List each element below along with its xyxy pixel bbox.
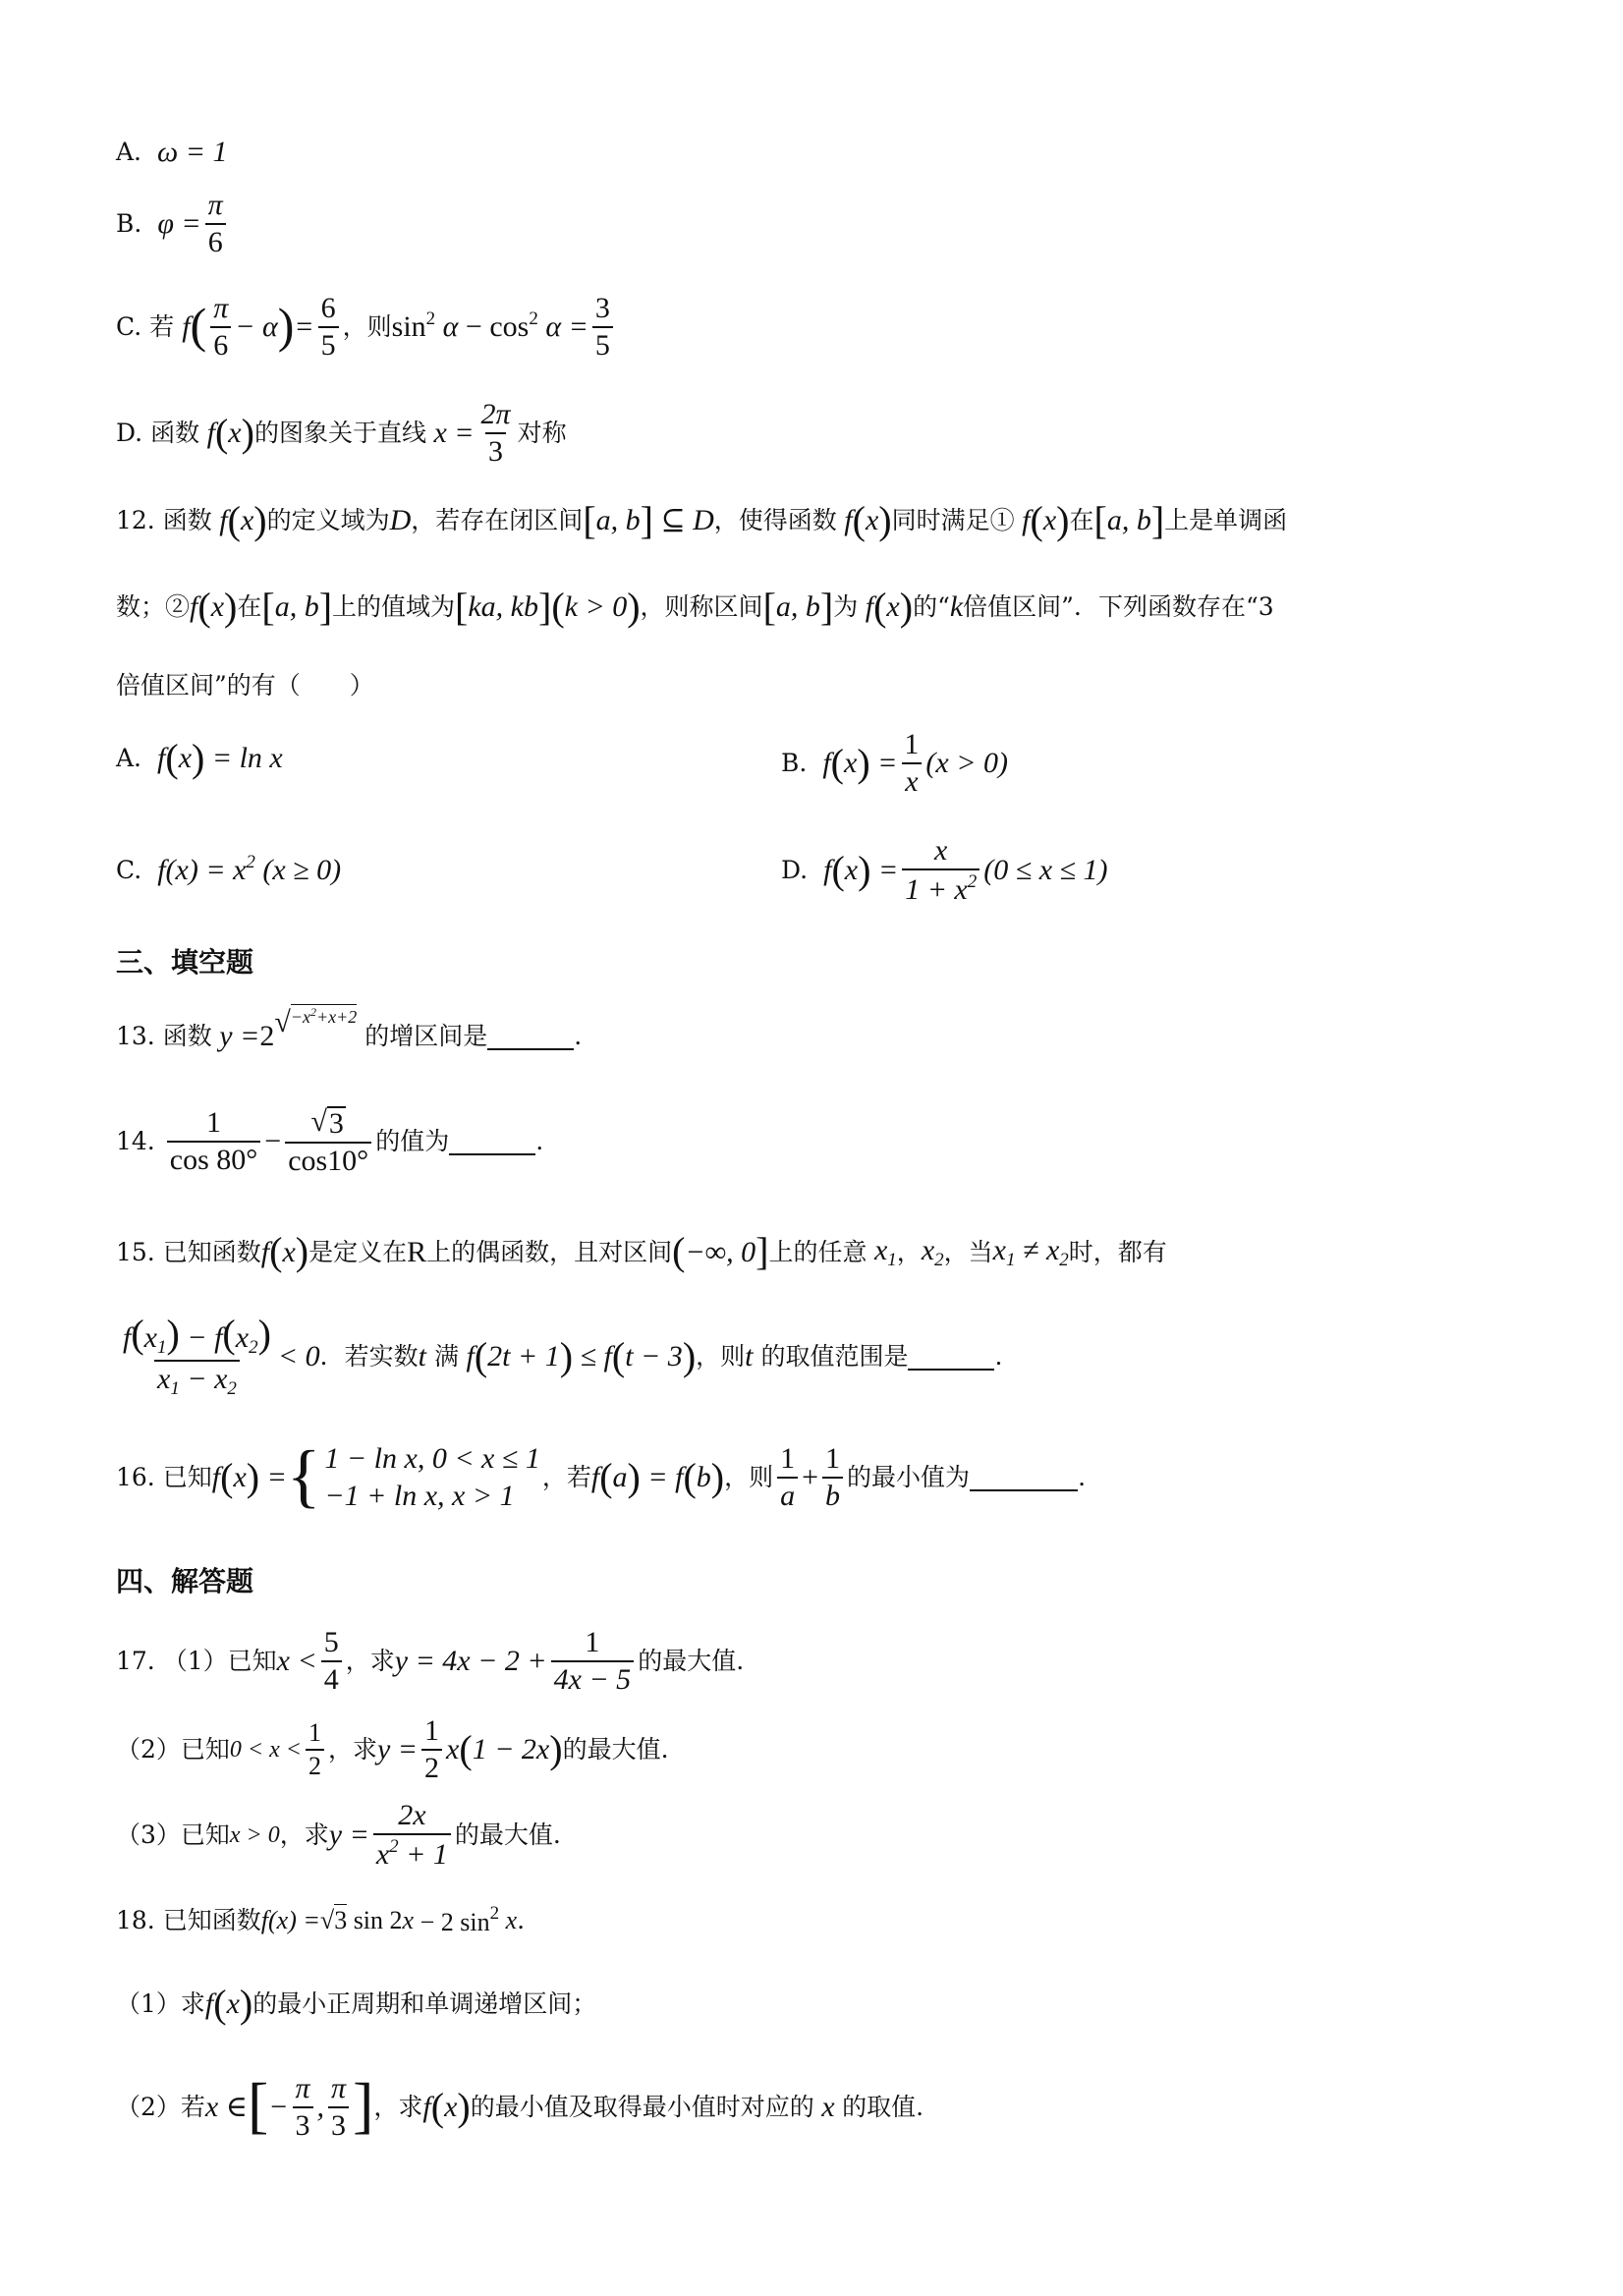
q12-line-2: 数；② f ( x ) 在 [ a, b ] 上的值域为 [ ka, kb ] ( k > 0 ) ，则称区间 [ a, b ] 为 f ( x ) 的“ k 倍值区间”．下列函数存在“3 [116,585,1274,629]
q11-option-a [116,134,1521,171]
q12-option-b: B. f ( x ) = $\frac{1}{x}$ (x > 0) [781,728,1008,798]
option-label: D. [116,418,143,447]
option-b-lhs: φ = [157,206,201,240]
fraction: $\frac{\pi}{6}$ [205,190,226,257]
question-15-line-2: $\frac{f(x_1) - f(x_2)}{x_1 - x_2}$ < 0 ．若实数 t 满 f ( 2t + 1 ) ≤ f ( t − 3 ) ，则 t 的取值范围是 . [116,1315,1521,1399]
option-label: D. [781,855,809,884]
fraction: $\frac{2\pi}{3}$ [480,398,511,468]
answer-blank[interactable] [970,1464,1078,1491]
answer-blank[interactable] [487,1023,574,1050]
question-16: 16. 已知 f ( x ) = { 1 − ln x, 0 < x ≤ 1 −1 + ln x, x > 1 ，若 f ( a ) = f ( b ) ，则 $\frac{1}{a}$ + $\frac{1}{b}$ 的最小值为 . [116,1435,1087,1515]
option-label: B. [116,208,142,238]
q12-option-a: A. f ( x ) = ln x [116,736,283,780]
option-label: A. [116,138,142,167]
question-number: 18. [116,1906,155,1935]
q11-option-c: C. 若 f ( $\frac{\pi}{6}$ − α ) = $\frac{6}{5}$ ，则 $\sin^2$ α − $\cos^2$ α = $\frac{3}{5}$ [116,293,1521,361]
question-number: 13. [116,1022,155,1051]
piecewise-cases: 1 − ln x, 0 < x ≤ 1 −1 + ln x, x > 1 [324,1442,540,1512]
q12-option-c: C. f $(x) = x^2$ (x ≥ 0) [116,852,342,886]
option-label: C. [116,855,142,884]
q11-option-b [116,190,1521,257]
fraction: $\frac{1}{b}$ [822,1443,843,1511]
question-number: 12. [116,506,155,535]
option-label: A. [116,744,142,773]
q12-line-3: 倍值区间”的有（ ） [116,671,374,700]
question-17-part-3: （3）已知 x > 0 ，求 y = $\frac{2x}{x^2 + 1}$ 的最大值. [116,1799,561,1871]
option-label: B. [781,748,808,777]
fraction: $\frac{2x}{x^2 + 1}$ [373,1800,451,1870]
q11-option-d: D. 函数 f ( x ) 的图象关于直线 x = $\frac{2\pi}{3}$ 对称 [116,398,567,468]
q12-option-d: D. f ( x ) = $\frac{x}{1 + x^2}$ (0 ≤ x ≤ 1) [781,834,1108,906]
fraction: $\frac{1}{2}$ [306,1719,324,1779]
q12-line-1: 12. 函数 f ( x ) 的定义域为 D ，若存在闭区间 [ a, b ] ⊆ D ，使得函数 f ( x ) 同时满足① f ( x ) 在 [ a, b ] 上是单调函 [116,498,1288,542]
answer-blank[interactable] [908,1343,994,1371]
question-13: 13. 函数 y = 2 √ $-x^2+x+2$ 的增区间是 . [116,1005,583,1052]
question-number: 17. [116,1646,155,1675]
fraction: $\frac{5}{4}$ [321,1627,342,1695]
fraction: $\frac{6}{5}$ [318,293,339,361]
fraction: $\frac{1}{4x - 5}$ [551,1627,635,1695]
question-number: 15. [116,1237,155,1266]
section-title-answer: 四、解答题 [116,1565,254,1597]
question-18: 18. 已知函数 f(x) = √ 3 sin 2 x − 2 $\sin^2$ x . [116,1903,526,1936]
question-15-line-1: 15. 已知函数 f ( x ) 是定义在 R 上的偶函数，且对区间 ( −∞, 0 ] 上的任意 $x_1$ ， $x_2$ ，当 $x_1 \ne x_2$ 时，都有 [116,1229,1167,1274]
option-a-formula: ω = 1 [157,136,228,168]
fraction: $\frac{\pi}{3}$ [328,2073,349,2141]
fraction: $\frac{f(x_1) - f(x_2)}{x_1 - x_2}$ [123,1312,271,1399]
question-number: 16. [116,1462,155,1491]
fraction: $\frac{x}{1 + x^2}$ [902,835,979,905]
question-18-part-2: （2）若 x ∈ [ − $\frac{\pi}{3}$ , $\frac{\pi}{3}$ ] ，求 f ( x ) 的最小值及取得最小值时对应的 x 的取值. [116,2069,924,2142]
question-17-part-2: （2）已知 0 < x < $\frac{1}{2}$ ，求 y = $\frac{1}{2}$ x ( 1 − 2x ) 的最大值. [116,1714,669,1784]
question-17-part-1: 17. （1）已知 x < $\frac{5}{4}$ ，求 y = 4x − 2 + $\frac{1}{4x - 5}$ 的最大值. [116,1626,745,1696]
question-14: 14. $\frac{1}{\cos 80^\circ}$ − √ 3 cos10° 的值为 . [116,1105,544,1177]
answer-blank[interactable] [449,1128,535,1155]
fraction: √ 3 cos10° [285,1106,371,1176]
question-18-part-1: （1）求 f ( x ) 的最小正周期和单调递增区间； [116,1982,597,2026]
fraction: $\frac{1}{2}$ [421,1715,442,1783]
option-label: C. [116,311,142,341]
fraction: $\frac{1}{a}$ [777,1443,798,1511]
fraction: $\frac{1}{\cos 80^\circ}$ [167,1107,261,1175]
question-number: 14. [116,1126,155,1155]
fraction: $\frac{\pi}{6}$ [210,293,231,361]
fraction: $\frac{3}{5}$ [592,293,613,361]
section-title-fill-in: 三、填空题 [116,946,254,979]
fraction: $\frac{\pi}{3}$ [293,2073,313,2141]
fraction: $\frac{1}{x}$ [901,729,922,797]
